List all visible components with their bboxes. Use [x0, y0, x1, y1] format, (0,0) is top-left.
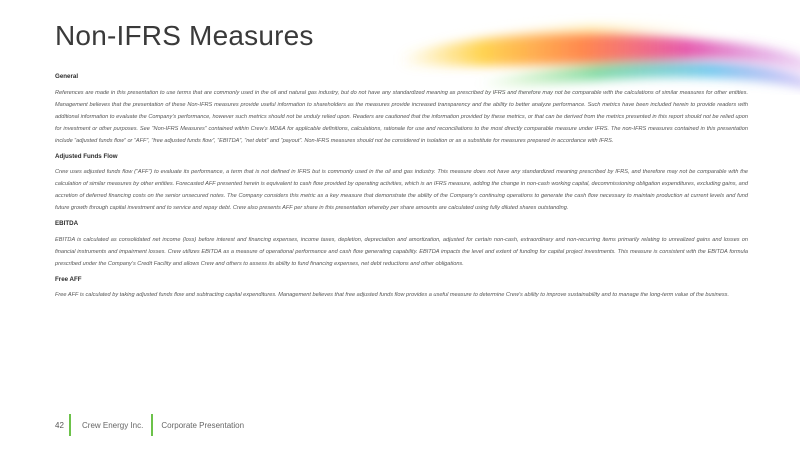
page-title: Non-IFRS Measures: [55, 20, 314, 51]
section-free-aff: [55, 276, 748, 302]
section-paragraph: Free AFF is calculated by taking adjusted funds flow and subtracting capital expenditures. Management believes that free adjusted funds flow provides a useful measure to determine Crew’s ability to improve sustainability and to manage the long-term value of the business.: [55, 292, 730, 298]
section-heading: Free AFF: [55, 275, 82, 283]
footer: [55, 414, 244, 436]
section-ebitda: [55, 220, 748, 270]
section-paragraph: EBITDA is calculated as consolidated net income (loss) before interest and financing expenses, income taxes, depletion, depreciation and amortization, adjusted for certain non-cash, extraordinary and non-recurring items primarily relating to unrealized gains and losses on financial instruments and impairment losses. Crew utilizes EBITDA as a measure of operational performance and cash flow generating capability. EBITDA impacts the level and extent of funding for capital project investments. This measure is consistent with the EBITDA formula prescribed under the Company’s Credit Facility and allows Crew and others to assess its ability to fund financing expenses, net debt reductions and other obligations.: [55, 236, 748, 267]
section-adjusted-funds-flow: [55, 153, 748, 215]
section-paragraph: References are made in this presentation to use terms that are commonly used in the oil and natural gas industry, but do not have any standardized meaning as prescribed by IFRS and therefore may not be comparable with the calculations of similar measures for other entities. Management believes that the presentation of these Non-IFRS measures provide useful information to shareholders as the measures provide increased transparency and the ability to better analyze performance. Such metrics have been included herein to provide readers with additional information to evaluate the Company’s performance, however such metrics should not be unduly relied upon. Readers are cautioned that the information provided by these metrics, or that can be derived from the metrics presented in this report should not be relied upon for investment or other purposes. See “Non-IFRS Measures” contained within Crew’s MD&A for applicable definitions, calculations, rationale for use and reconciliations to the most directly comparable measure under IFRS. The non-IFRS measures contained in this presentation include “adjusted funds flow” or “AFF”, “free adjusted funds flow”, “EBITDA”, “net debt” and “payout”. Non-IFRS measures should not be considered in isolation or as a substitute for measures prepared in accordance with IFRS.: [55, 89, 748, 144]
company-name: Crew Energy Inc.: [82, 420, 144, 430]
content-body: [55, 73, 748, 307]
document-name: Corporate Presentation: [161, 420, 245, 430]
footer-divider: [69, 414, 71, 436]
footer-divider: [151, 414, 153, 436]
page-number: 42: [55, 420, 64, 430]
section-heading: General: [55, 73, 79, 80]
section-paragraph: Crew uses adjusted funds flow (“AFF”) to evaluate its performance, a term that is not defined in IFRS but is commonly used in the oil and gas industry. This measure does not have any standardized meaning prescribed by IFRS, and therefore may not be comparable with the calculation of similar measures by other entities. Forecasted AFF presented herein is equivalent to cash flow provided by operating activities, which is an IFRS measure, adding the change in non-cash working capital, decommissioning obligation expenditures, excluding gains, and accretion of deferred financing costs on the senior unsecured notes. The Company considers this metric as a key measure that demonstrate the ability of the Company’s continuing operations to generate the cash flow necessary to maintain production at current levels and fund future growth through capital investment and to service and repay debt. Crew also presents AFF per share in this presentation whereby per share amounts are calculated using fully diluted shares outstanding.: [55, 169, 748, 211]
section-heading: EBITDA: [55, 220, 79, 227]
section-general: [55, 73, 748, 147]
section-heading: Adjusted Funds Flow: [55, 152, 118, 160]
